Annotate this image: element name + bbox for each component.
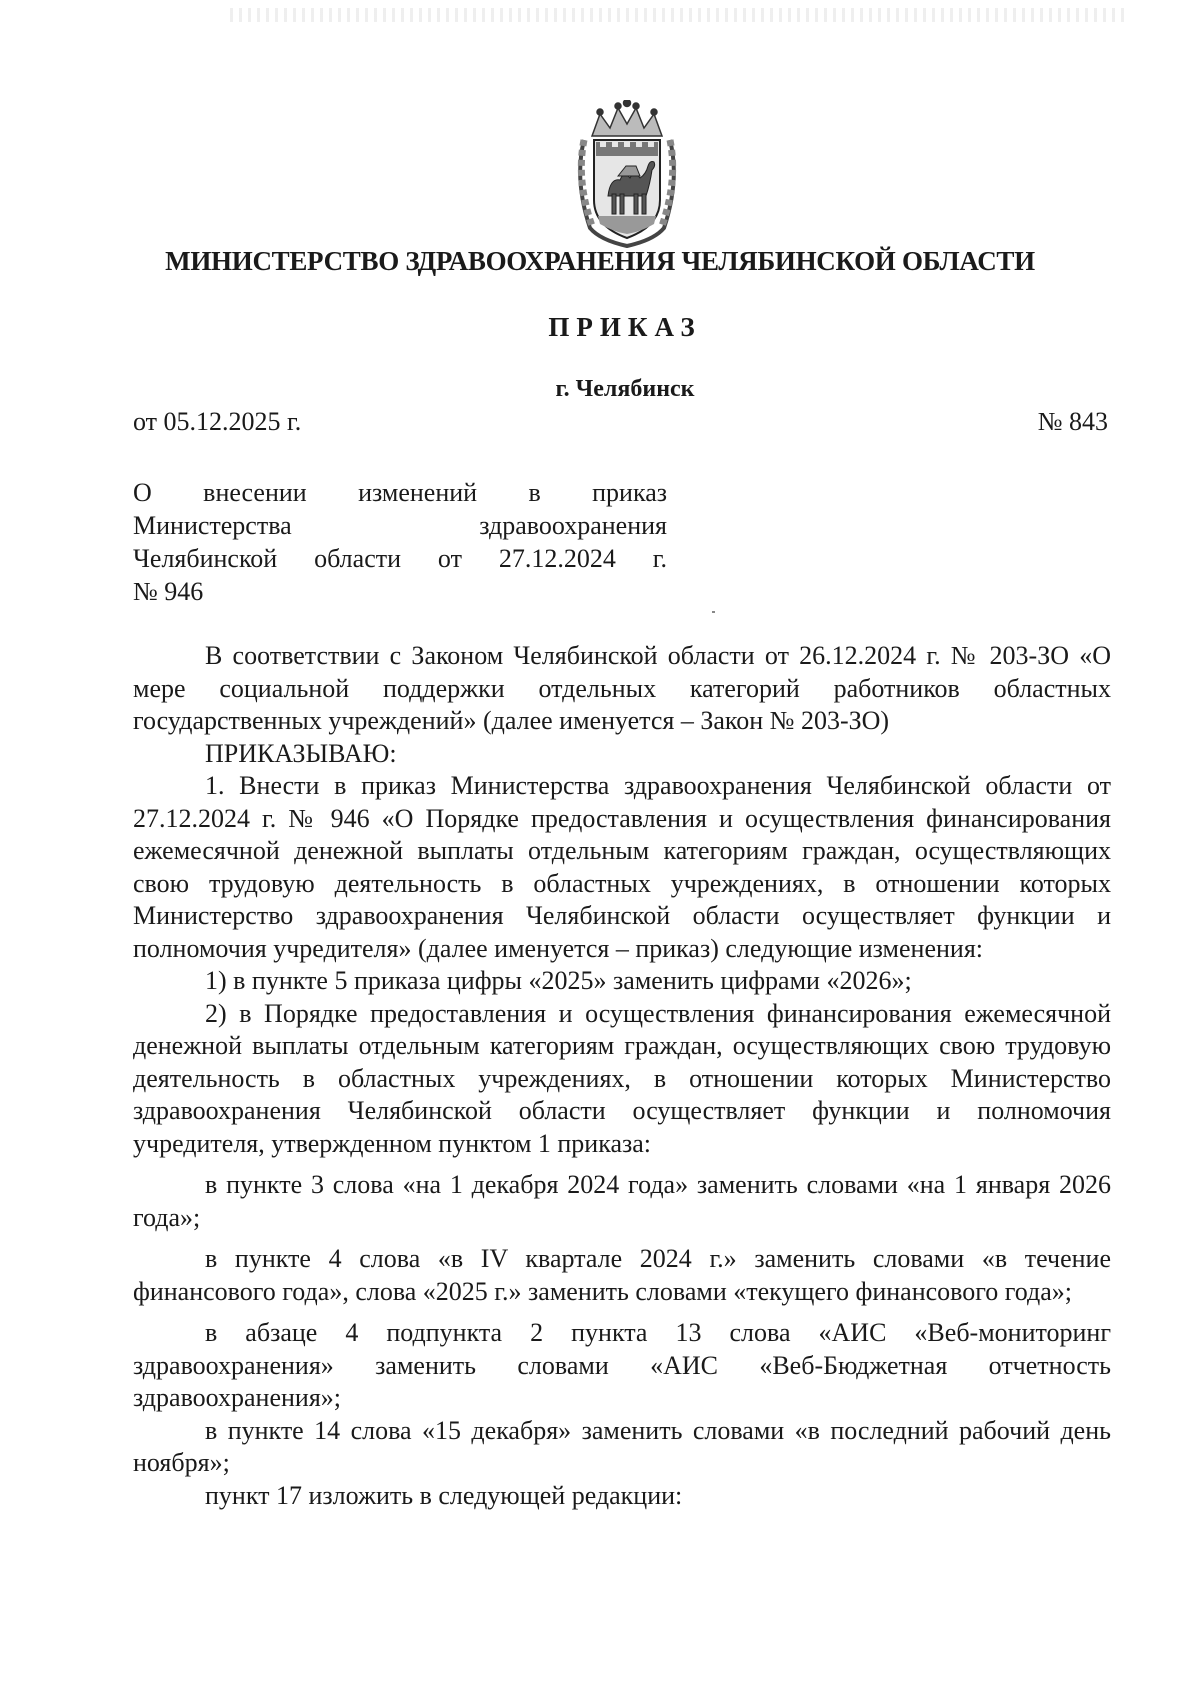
city: г. Челябинск — [555, 376, 695, 402]
scan-artifact — [230, 8, 1130, 22]
change-paragraph: в пункте 3 слова «на 1 декабря 2024 года» заменить словами «на 1 января 2026 года»; — [133, 1170, 1111, 1232]
subitem-1-paragraph: 1) в пункте 5 приказа цифры «2025» заменить цифрами «2026»; — [205, 966, 912, 995]
scan-speck — [712, 611, 715, 613]
ministry-title: МИНИСТЕРСТВО ЗДРАВООХРАНЕНИЯ ЧЕЛЯБИНСКОЙ ОБЛАСТИ — [165, 246, 1035, 276]
order-number: № 843 — [1037, 407, 1108, 436]
preamble-paragraph: В соответствии с Законом Челябинской области от 26.12.2024 г. № 203-ЗО «О мере социальной поддержки отдельных категорий работников областных государственных учреждений» (далее именуется – Закон № 203-ЗО) — [133, 641, 1111, 735]
change-paragraph: в пункте 14 слова «15 декабря» заменить словами «в последний рабочий день ноября»; — [133, 1415, 1111, 1477]
order-subject — [133, 476, 667, 608]
item-1-paragraph: 1. Внести в приказ Министерства здравоохранения Челябинской области от 27.12.2024 г. № 946 «О Порядке предоставления и осуществления финансирования ежемесячной денежной выплаты отдельным категориям граждан, осуществляющих свою трудовую деятельность в областных учреждениях, в отношении которых Министерство здравоохранения Челябинской области осуществляет функции и полномочия учредителя» (далее именуется – приказ) следующие изменения: — [133, 771, 1111, 963]
change-paragraph: в пункте 4 слова «в IV квартале 2024 г.» заменить словами «в течение финансового года», слова «2025 г.» заменить словами «текущего финансового года»; — [133, 1244, 1111, 1306]
order-date: от 05.12.2025 г. — [133, 407, 302, 436]
change-paragraph: в абзаце 4 подпункта 2 пункта 13 слова «АИС «Веб-мониторинг здравоохранения» заменить словами «АИС «Веб-Бюджетная отчетность здравоохранения»; — [133, 1318, 1111, 1412]
order-body — [133, 640, 1111, 1512]
subject-line: Челябинской области от 27.12.2024 г. — [133, 544, 667, 573]
document-type: ПРИКАЗ — [548, 312, 702, 342]
order-word: ПРИКАЗЫВАЮ: — [205, 738, 397, 768]
subject-line: № 946 — [133, 577, 204, 606]
chelyabinsk-coat-of-arms-icon — [570, 100, 684, 248]
subject-line: О внесении изменений в приказ — [133, 478, 667, 507]
subject-line: Министерства здравоохранения — [133, 511, 667, 540]
subitem-2-paragraph: 2) в Порядке предоставления и осуществления финансирования ежемесячной денежной выплаты отдельным категориям граждан, осуществляющих свою трудовую деятельность в областных учреждениях, в отношении которых Министерство здравоохранения Челябинской области осуществляет функции и полномочия учредителя, утвержденном пунктом 1 приказа: — [133, 998, 1111, 1158]
change-paragraph: пункт 17 изложить в следующей редакции: — [205, 1480, 683, 1510]
